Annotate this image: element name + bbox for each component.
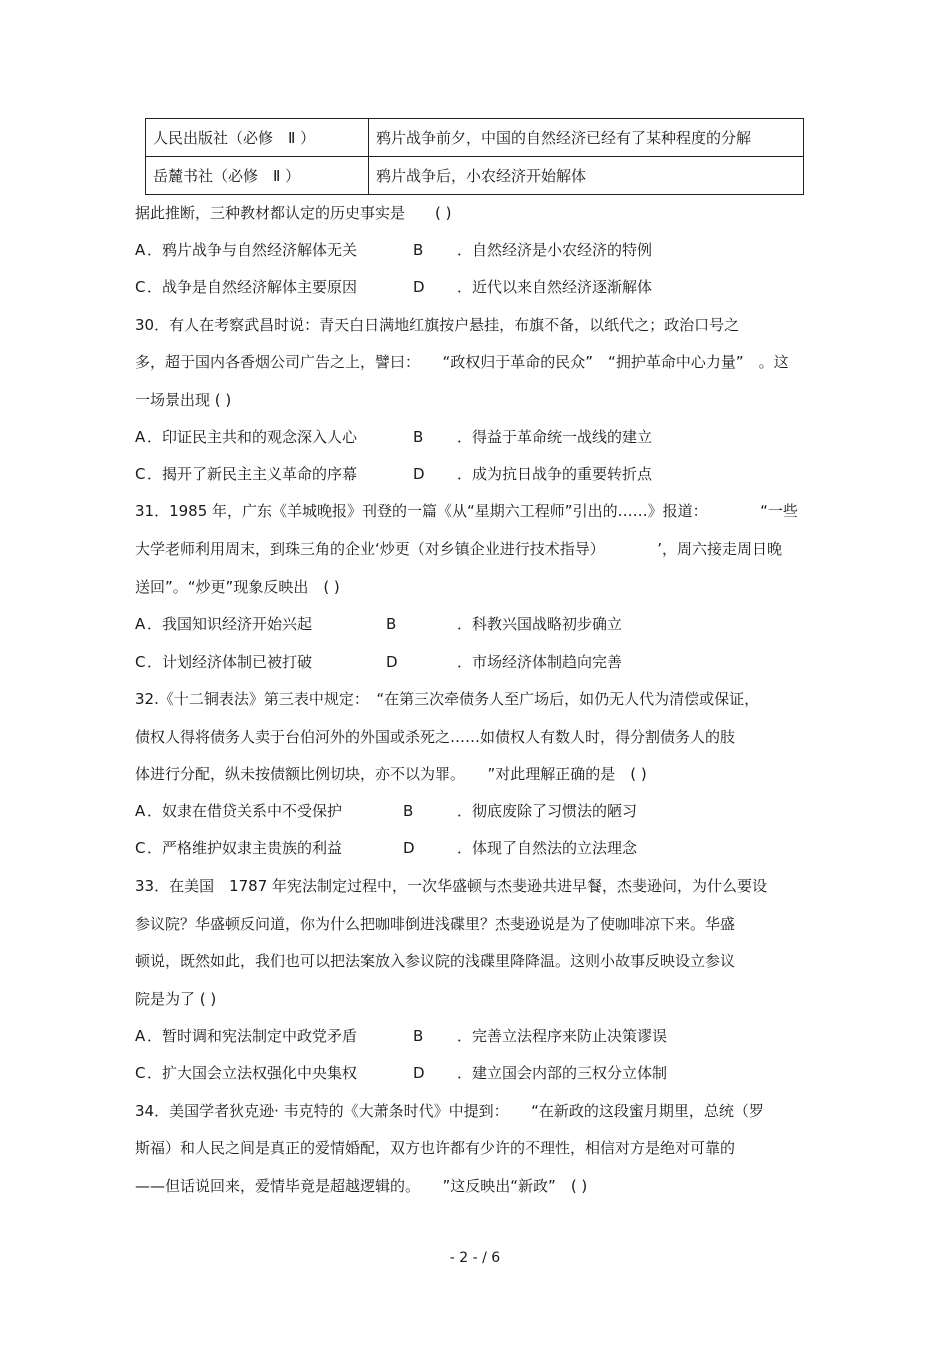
option-letter: A [135, 802, 146, 820]
option-text: ．得益于革命统一战线的建立 [457, 428, 653, 446]
option-letter: A [135, 241, 146, 259]
table-cell: 人民出版社（必修 Ⅱ ） [146, 119, 369, 157]
option-text: ．印证民主共和的观念深入人心 [147, 428, 358, 446]
option-letter: D [413, 1064, 425, 1082]
option-text: ．扩大国会立法权强化中央集权 [147, 1064, 358, 1082]
option-letter: C [135, 278, 146, 296]
question-32-stem-line: 债权人得将债务人卖于台伯河外的外国或杀死之……如债权人有数人时，得分割债务人的肢 [135, 728, 736, 746]
option-letter: C [135, 653, 146, 671]
option-letter: B [386, 615, 397, 633]
option-text: ．揭开了新民主主义革命的序幕 [147, 465, 358, 483]
question-33-stem-line: 33．在美国 1787 年宪法制定过程中，一次华盛顿与杰斐逊共进早餐，杰斐逊问，为什么要设 [135, 877, 768, 895]
question-32-stem-line: 体进行分配，纵未按债额比例切块，亦不以为罪。 ”对此理解正确的是 ( ) [135, 765, 647, 783]
question-30-stem-line: 30．有人在考察武昌时说：青天白日满地红旗按户悬挂，布旗不备，以纸代之；政治口号之 [135, 316, 740, 334]
question-32-stem-line: 32.《十二铜表法》第三表中规定： “在第三次牵债务人至广场后，如仍无人代为清偿或保证， [135, 690, 760, 708]
option-letter: D [386, 653, 398, 671]
option-text: ．彻底废除了习惯法的陋习 [457, 802, 638, 820]
question-33-stem-line: 院是为了 ( ) [135, 990, 217, 1008]
option-text: ．计划经济体制已被打破 [147, 653, 313, 671]
table-cell: 鸦片战争后，小农经济开始解体 [369, 157, 804, 195]
question-30-stem-line: 多，超于国内各香烟公司广告之上，譬曰： “政权归于革命的民众” “拥护革命中心力量” 。这 [135, 353, 789, 371]
option-letter: C [135, 465, 146, 483]
table-cell: 鸦片战争前夕，中国的自然经济已经有了某种程度的分解 [369, 119, 804, 157]
option-letter: B [413, 241, 424, 259]
table-row [146, 157, 804, 195]
question-33-stem-line: 参议院？华盛顿反问道，你为什么把咖啡倒进浅碟里？杰斐逊说是为了使咖啡凉下来。华盛 [135, 915, 736, 933]
option-text: ．近代以来自然经济逐渐解体 [457, 278, 653, 296]
option-text: ．体现了自然法的立法理念 [457, 839, 638, 857]
option-letter: C [135, 1064, 146, 1082]
question-34-stem-line: 34．美国学者狄克逊· 韦克特的《大萧条时代》中提到： “在新政的这段蜜月期里，总统（罗 [135, 1102, 764, 1120]
option-text: ．鸦片战争与自然经济解体无关 [147, 241, 358, 259]
question-31-stem-line: 31．1985 年，广东《羊城晚报》刊登的一篇《从“星期六工程师”引出的……》报道： “一些 [135, 502, 798, 520]
option-text: ．奴隶在借贷关系中不受保护 [147, 802, 343, 820]
page-number: - 2 - / 6 [449, 1250, 501, 1266]
option-letter: A [135, 615, 146, 633]
option-text: ．市场经济体制趋向完善 [457, 653, 623, 671]
option-text: ．我国知识经济开始兴起 [147, 615, 313, 633]
option-text: ．科教兴国战略初步确立 [457, 615, 623, 633]
table-row [146, 119, 804, 157]
option-text: ．成为抗日战争的重要转折点 [457, 465, 653, 483]
option-letter: D [413, 465, 425, 483]
textbook-comparison-table [145, 118, 804, 195]
option-letter: D [403, 839, 415, 857]
option-text: ．完善立法程序来防止决策谬误 [457, 1027, 668, 1045]
option-text: ．战争是自然经济解体主要原因 [147, 278, 358, 296]
question-31-stem-line: 送回”。“炒更”现象反映出 ( ) [135, 578, 340, 596]
option-letter: C [135, 839, 146, 857]
question-34-stem-line: ——但话说回来，爱情毕竟是超越逻辑的。 ”这反映出“新政” ( ) [135, 1177, 588, 1195]
question-29-stem: 据此推断，三种教材都认定的历史事实是 ( ) [135, 204, 452, 222]
option-text: ．暂时调和宪法制定中政党矛盾 [147, 1027, 358, 1045]
option-letter: A [135, 428, 146, 446]
option-letter: A [135, 1027, 146, 1045]
question-33-stem-line: 顿说，既然如此，我们也可以把法案放入参议院的浅碟里降降温。这则小故事反映设立参议 [135, 952, 736, 970]
option-letter: B [413, 1027, 424, 1045]
option-text: ．严格维护奴隶主贵族的利益 [147, 839, 343, 857]
question-34-stem-line: 斯福）和人民之间是真正的爱情婚配，双方也许都有少许的不理性，相信对方是绝对可靠的 [135, 1139, 736, 1157]
question-30-stem-line: 一场景出现 ( ) [135, 391, 232, 409]
table-cell: 岳麓书社（必修 Ⅱ ） [146, 157, 369, 195]
option-letter: B [403, 802, 414, 820]
question-31-stem-line: 大学老师利用周末，到珠三角的企业‘炒更（对乡镇企业进行技术指导） ’，周六接走周日晚 [135, 540, 783, 558]
option-letter: D [413, 278, 425, 296]
option-letter: B [413, 428, 424, 446]
option-text: ．建立国会内部的三权分立体制 [457, 1064, 668, 1082]
option-text: ．自然经济是小农经济的特例 [457, 241, 653, 259]
